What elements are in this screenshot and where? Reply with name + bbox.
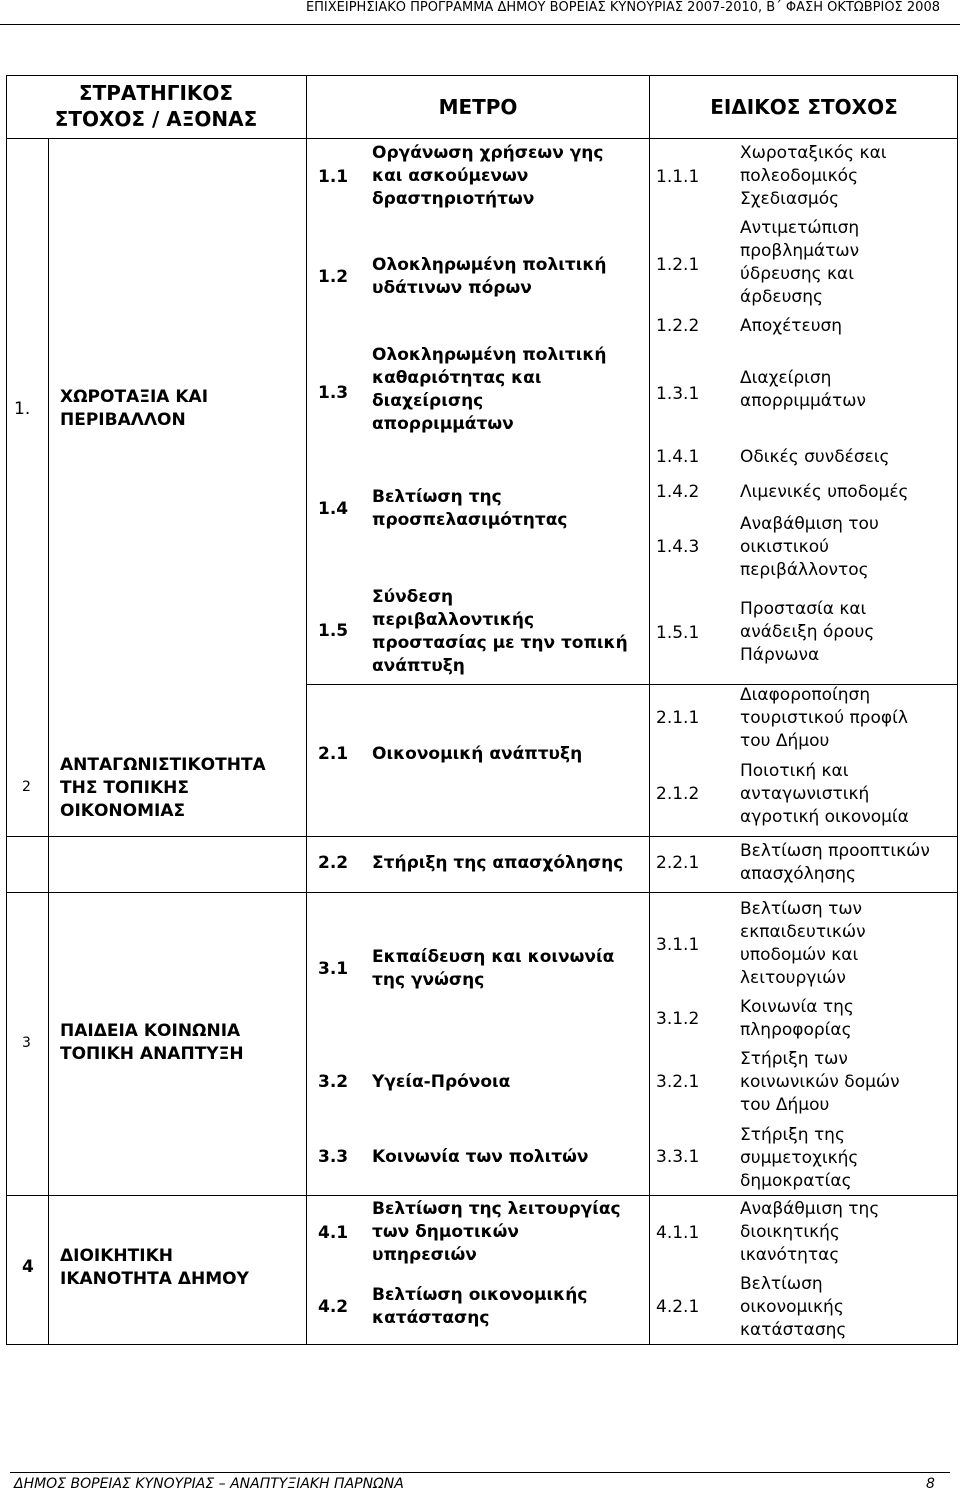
specific-number: 1.2.1 [656, 255, 700, 275]
specific-number: 4.1.1 [656, 1223, 700, 1243]
specific-number: 4.2.1 [656, 1297, 700, 1317]
footer-text: ΔΗΜΟΣ ΒΟΡΕΙΑΣ ΚΥΝΟΥΡΙΑΣ – ΑΝΑΠΤΥΞΙΑΚΗ ΠΑΡΝΩΝΑ [14, 1476, 404, 1492]
table-border-left [6, 75, 7, 1345]
axis-number: 3 [22, 1035, 31, 1051]
axis-number: 2 [22, 779, 31, 795]
specific-number: 2.1.2 [656, 784, 700, 804]
specific-title: Κοινωνία της πληροφορίας [740, 997, 854, 1040]
specific-title: Αποχέτευση [740, 316, 843, 336]
measure-number: 2.2 [318, 853, 349, 873]
table-border-top [6, 75, 958, 76]
table-border-bottom [6, 1344, 958, 1345]
measure-number: 4.2 [318, 1297, 349, 1317]
measure-title: Σύνδεση περιβαλλοντικής προστασίας με την τοπική ανάπτυξη [372, 587, 628, 676]
measure-number: 1.3 [318, 383, 349, 403]
specific-number: 2.1.1 [656, 708, 700, 728]
specific-title: Οδικές συνδέσεις [740, 447, 890, 467]
footer-rule [10, 1472, 950, 1473]
col-header-strategic: ΣΤΡΑΤΗΓΙΚΟΣ ΣΤΟΧΟΣ / ΑΞΟΝΑΣ [54, 81, 258, 131]
measure-number: 1.5 [318, 621, 349, 641]
measure-title: Βελτίωση της λειτουργίας των δημοτικών υπηρεσιών [372, 1199, 621, 1265]
axis-title: ΠΑΙΔΕΙΑ ΚΟΙΝΩΝΙΑ ΤΟΠΙΚΗ ΑΝΑΠΤΥΞΗ [60, 1021, 244, 1064]
measure-number: 4.1 [318, 1223, 349, 1243]
specific-number: 1.4.1 [656, 447, 700, 467]
specific-number: 3.1.1 [656, 935, 700, 955]
measure-title: Ολοκληρωμένη πολιτική υδάτινων πόρων [372, 255, 607, 298]
specific-number: 1.2.2 [656, 316, 700, 336]
specific-title: Αναβάθμιση του οικιστικού περιβάλλοντος [740, 514, 879, 580]
specific-title: Διαφοροποίηση τουριστικού προφίλ του Δήμου [740, 685, 908, 751]
axis-line [6, 892, 958, 893]
axis-number: 1. [14, 399, 31, 419]
axis-line [6, 836, 958, 837]
measure-number: 1.4 [318, 499, 349, 519]
specific-title: Στήριξη της συμμετοχικής δημοκρατίας [740, 1125, 859, 1191]
axis-number: 4 [22, 1257, 34, 1277]
specific-number: 3.1.2 [656, 1009, 700, 1029]
measure-title: Κοινωνία των πολιτών [372, 1147, 589, 1167]
measure-number: 1.1 [318, 167, 349, 187]
col-header-specific: ΕΙΔΙΚΟΣ ΣΤΟΧΟΣ [710, 95, 898, 119]
col-divider-measure [649, 75, 650, 1345]
measure-title: Βελτίωση οικονομικής κατάστασης [372, 1285, 588, 1328]
specific-number: 3.2.1 [656, 1072, 700, 1092]
specific-title: Βελτίωση των εκπαιδευτικών υποδομών και λειτουργιών [740, 899, 866, 988]
measure-title: Εκπαίδευση και κοινωνία της γνώσης [372, 947, 615, 990]
page-number: 8 [926, 1476, 935, 1492]
page-header: ΕΠΙΧΕΙΡΗΣΙΑΚΟ ΠΡΟΓΡΑΜΜΑ ΔΗΜΟΥ ΒΟΡΕΙΑΣ ΚΥΝΟΥΡΙΑΣ 2007-2010, Β΄ ΦΑΣΗ ΟΚΤΩΒΡΙΟΣ 2008 [305, 0, 940, 15]
measure-number: 2.1 [318, 744, 349, 764]
specific-title: Προστασία και ανάδειξη όρους Πάρνωνα [740, 599, 875, 665]
specific-title: Χωροταξικός και πολεοδομικός Σχεδιασμός [740, 143, 887, 209]
axis-line [6, 1195, 958, 1196]
axis-title: ΑΝΤΑΓΩΝΙΣΤΙΚΟΤΗΤΑ ΤΗΣ ΤΟΠΙΚΗΣ ΟΙΚΟΝΟΜΙΑΣ [60, 755, 266, 821]
specific-title: Αντιμετώπιση προβλημάτων ύδρευσης και άρδευσης [740, 218, 860, 307]
specific-number: 1.3.1 [656, 384, 700, 404]
specific-number: 1.1.1 [656, 167, 700, 187]
specific-number: 3.3.1 [656, 1147, 700, 1167]
specific-title: Διαχείριση απορριμμάτων [740, 368, 866, 411]
col-divider-axisnum [48, 138, 49, 1345]
axis-title: ΔΙΟΙΚΗΤΙΚΗ ΙΚΑΝΟΤΗΤΑ ΔΗΜΟΥ [60, 1246, 249, 1289]
measure-title: Στήριξη της απασχόλησης [372, 853, 624, 873]
specific-title: Στήριξη των κοινωνικών δομών του Δήμου [740, 1049, 900, 1115]
specific-title: Βελτίωση οικονομικής κατάστασης [740, 1274, 847, 1340]
specific-title: Αναβάθμιση της διοικητικής ικανότητας [740, 1199, 880, 1265]
specific-number: 1.5.1 [656, 623, 700, 643]
col-divider-axis [306, 75, 307, 1345]
measure-number: 3.1 [318, 959, 349, 979]
measure-number: 1.2 [318, 267, 349, 287]
table-border-right [957, 75, 958, 1345]
specific-title: Βελτίωση προοπτικών απασχόλησης [740, 841, 930, 884]
measure-number: 3.2 [318, 1072, 349, 1092]
specific-title: Λιμενικές υποδομές [740, 482, 909, 502]
measure-title: Οικονομική ανάπτυξη [372, 744, 583, 764]
axis-title: ΧΩΡΟΤΑΞΙΑ ΚΑΙ ΠΕΡΙΒΑΛΛΟΝ [60, 387, 209, 430]
specific-number: 1.4.3 [656, 537, 700, 557]
col-header-measure: ΜΕΤΡΟ [438, 95, 518, 119]
specific-title: Ποιοτική και ανταγωνιστική αγροτική οικονομία [740, 761, 909, 827]
measure-title: Υγεία-Πρόνοια [372, 1072, 511, 1092]
specific-number: 2.2.1 [656, 853, 700, 873]
measure-title: Ολοκληρωμένη πολιτική καθαριότητας και διαχείρισης απορριμμάτων [372, 345, 607, 434]
measure-number: 3.3 [318, 1147, 349, 1167]
header-row-line [6, 138, 958, 139]
specific-number: 1.4.2 [656, 482, 700, 502]
measure-title: Βελτίωση της προσπελασιμότητας [372, 487, 568, 530]
measure-title: Οργάνωση χρήσεων γης και ασκούμενων δραστηριοτήτων [372, 143, 604, 209]
